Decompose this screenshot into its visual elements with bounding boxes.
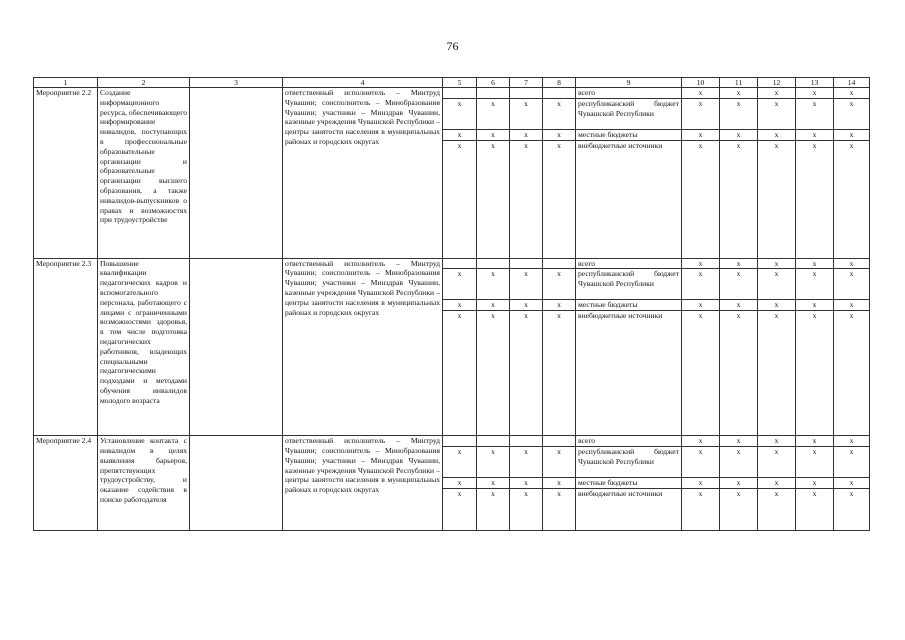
mark-cell: x — [758, 488, 796, 530]
mark-cell: x — [543, 311, 576, 436]
funding-source: внебюджетные источники — [576, 140, 682, 258]
column-number: 7 — [510, 78, 543, 88]
mark-cell: x — [510, 98, 543, 129]
mark-cell: x — [834, 98, 870, 129]
mark-cell: x — [796, 269, 834, 300]
mark-cell: x — [543, 488, 576, 530]
mark-cell: x — [834, 129, 870, 140]
empty-cell — [190, 436, 283, 531]
mark-cell: x — [477, 140, 510, 258]
mark-cell: x — [477, 300, 510, 311]
mark-cell: x — [720, 477, 758, 488]
mark-cell: x — [682, 436, 720, 447]
mark-cell: x — [720, 88, 758, 99]
mark-cell: x — [510, 488, 543, 530]
mark-cell: x — [758, 436, 796, 447]
mark-cell: x — [720, 129, 758, 140]
mark-cell: x — [477, 477, 510, 488]
column-number: 5 — [443, 78, 477, 88]
measure-code: Мероприятие 2.4 — [34, 436, 98, 531]
mark-cell: x — [682, 129, 720, 140]
empty-cell — [510, 436, 543, 447]
mark-cell: x — [834, 258, 870, 269]
empty-cell — [190, 88, 283, 259]
mark-cell: x — [796, 98, 834, 129]
empty-cell — [477, 436, 510, 447]
funding-source: всего — [576, 258, 682, 269]
measure-code: Мероприятие 2.3 — [34, 258, 98, 436]
mark-cell: x — [543, 269, 576, 300]
mark-cell: x — [510, 446, 543, 477]
mark-cell: x — [443, 98, 477, 129]
empty-cell — [477, 88, 510, 99]
measure-code: Мероприятие 2.2 — [34, 88, 98, 259]
mark-cell: x — [758, 269, 796, 300]
mark-cell: x — [477, 269, 510, 300]
mark-cell: x — [510, 311, 543, 436]
mark-cell: x — [796, 258, 834, 269]
mark-cell: x — [796, 488, 834, 530]
funding-source: местные бюджеты — [576, 300, 682, 311]
mark-cell: x — [443, 129, 477, 140]
page-number: 76 — [446, 39, 459, 53]
mark-cell: x — [834, 477, 870, 488]
mark-cell: x — [477, 446, 510, 477]
mark-cell: x — [796, 129, 834, 140]
mark-cell: x — [682, 300, 720, 311]
empty-cell — [443, 258, 477, 269]
mark-cell: x — [758, 446, 796, 477]
mark-cell: x — [720, 300, 758, 311]
mark-cell: x — [443, 311, 477, 436]
mark-cell: x — [510, 300, 543, 311]
mark-cell: x — [796, 300, 834, 311]
mark-cell: x — [682, 488, 720, 530]
empty-cell — [510, 88, 543, 99]
mark-cell: x — [510, 140, 543, 258]
mark-cell: x — [543, 140, 576, 258]
mark-cell: x — [477, 311, 510, 436]
mark-cell: x — [834, 446, 870, 477]
measure-name: Повышение квалификации педагогических кадров и вспомогательного персонала, работающего с лицами с ограниченными возможностями здоровья, в том числе подготовка педагогических работников, владеющих специальными педагогическими подходами и методами обучения инвалидов молодого возраста — [98, 258, 190, 436]
funding-source: внебюджетные источники — [576, 311, 682, 436]
mark-cell: x — [682, 269, 720, 300]
column-number: 10 — [682, 78, 720, 88]
mark-cell: x — [510, 477, 543, 488]
mark-cell: x — [682, 140, 720, 258]
mark-cell: x — [796, 477, 834, 488]
mark-cell: x — [443, 300, 477, 311]
mark-cell: x — [443, 477, 477, 488]
funding-source: республиканский бюджет Чувашской Республики — [576, 269, 682, 300]
mark-cell: x — [796, 446, 834, 477]
empty-cell — [510, 258, 543, 269]
column-number: 11 — [720, 78, 758, 88]
column-number: 2 — [98, 78, 190, 88]
measure-name: Создание информационного ресурса, обеспечивающего информирование инвалидов, поступающих в профессиональные образовательные организации и образовательные организации высшего образования, а также инвалидов-выпускников о правах и возможностях при трудоустройстве — [98, 88, 190, 259]
mark-cell: x — [834, 311, 870, 436]
measure-executors: ответственный исполнитель – Минтруд Чувашии; соисполнитель – Минобразования Чувашии; участники – Минздрав Чувашии, казенные учреждения Чувашской Республики – центры занятости населения в муниципальных районах и городских округах — [283, 436, 443, 531]
mark-cell: x — [758, 129, 796, 140]
mark-cell: x — [682, 258, 720, 269]
mark-cell: x — [682, 477, 720, 488]
funding-source: внебюджетные источники — [576, 488, 682, 530]
column-number: 8 — [543, 78, 576, 88]
mark-cell: x — [720, 488, 758, 530]
mark-cell: x — [510, 129, 543, 140]
column-number: 6 — [477, 78, 510, 88]
empty-cell — [543, 88, 576, 99]
mark-cell: x — [477, 129, 510, 140]
mark-cell: x — [758, 140, 796, 258]
table-row — [34, 436, 870, 447]
mark-cell: x — [834, 300, 870, 311]
mark-cell: x — [443, 269, 477, 300]
mark-cell: x — [758, 300, 796, 311]
mark-cell: x — [796, 140, 834, 258]
mark-cell: x — [758, 477, 796, 488]
column-number: 13 — [796, 78, 834, 88]
mark-cell: x — [720, 446, 758, 477]
mark-cell: x — [720, 311, 758, 436]
column-number: 3 — [190, 78, 283, 88]
funding-source: республиканский бюджет Чувашской Республики — [576, 98, 682, 129]
mark-cell: x — [796, 88, 834, 99]
measure-name: Установление контакта с инвалидом в целях выявления барьеров, препятствующих трудоустройству, и оказание содействия в поиске работодателя — [98, 436, 190, 531]
mark-cell: x — [543, 477, 576, 488]
column-number: 4 — [283, 78, 443, 88]
column-number: 1 — [34, 78, 98, 88]
table-row — [34, 88, 870, 99]
column-number: 14 — [834, 78, 870, 88]
column-number: 12 — [758, 78, 796, 88]
mark-cell: x — [720, 258, 758, 269]
empty-cell — [477, 258, 510, 269]
mark-cell: x — [796, 436, 834, 447]
mark-cell: x — [443, 446, 477, 477]
mark-cell: x — [543, 300, 576, 311]
mark-cell: x — [720, 98, 758, 129]
mark-cell: x — [834, 436, 870, 447]
mark-cell: x — [834, 88, 870, 99]
funding-source: всего — [576, 88, 682, 99]
mark-cell: x — [682, 98, 720, 129]
mark-cell: x — [477, 488, 510, 530]
column-number: 9 — [576, 78, 682, 88]
empty-cell — [543, 436, 576, 447]
mark-cell: x — [758, 98, 796, 129]
mark-cell: x — [443, 140, 477, 258]
column-number-row — [34, 78, 870, 88]
mark-cell: x — [682, 446, 720, 477]
mark-cell: x — [720, 269, 758, 300]
table-body — [34, 88, 870, 531]
mark-cell: x — [758, 88, 796, 99]
empty-cell — [190, 258, 283, 436]
mark-cell: x — [834, 140, 870, 258]
measure-executors: ответственный исполнитель – Минтруд Чувашии; соисполнитель – Минобразования Чувашии; участники – Минздрав Чувашии, казенные учреждения Чувашской Республики – центры занятости населения в муниципальных районах и городских округах — [283, 88, 443, 259]
measure-executors: ответственный исполнитель – Минтруд Чувашии; соисполнитель – Минобразования Чувашии; участники – Минздрав Чувашии, казенные учреждения Чувашской Республики – центры занятости населения в муниципальных районах и городских округах — [283, 258, 443, 436]
mark-cell: x — [834, 488, 870, 530]
mark-cell: x — [758, 311, 796, 436]
mark-cell: x — [682, 88, 720, 99]
funding-source: республиканский бюджет Чувашской Республики — [576, 446, 682, 477]
table-row — [34, 258, 870, 269]
mark-cell: x — [543, 98, 576, 129]
funding-source: всего — [576, 436, 682, 447]
mark-cell: x — [720, 140, 758, 258]
mark-cell: x — [443, 488, 477, 530]
mark-cell: x — [543, 446, 576, 477]
mark-cell: x — [682, 311, 720, 436]
mark-cell: x — [834, 269, 870, 300]
empty-cell — [443, 436, 477, 447]
funding-source: местные бюджеты — [576, 477, 682, 488]
mark-cell: x — [758, 258, 796, 269]
empty-cell — [443, 88, 477, 99]
mark-cell: x — [543, 129, 576, 140]
mark-cell: x — [510, 269, 543, 300]
mark-cell: x — [796, 311, 834, 436]
program-table — [33, 77, 870, 531]
mark-cell: x — [720, 436, 758, 447]
funding-source: местные бюджеты — [576, 129, 682, 140]
mark-cell: x — [477, 98, 510, 129]
empty-cell — [543, 258, 576, 269]
